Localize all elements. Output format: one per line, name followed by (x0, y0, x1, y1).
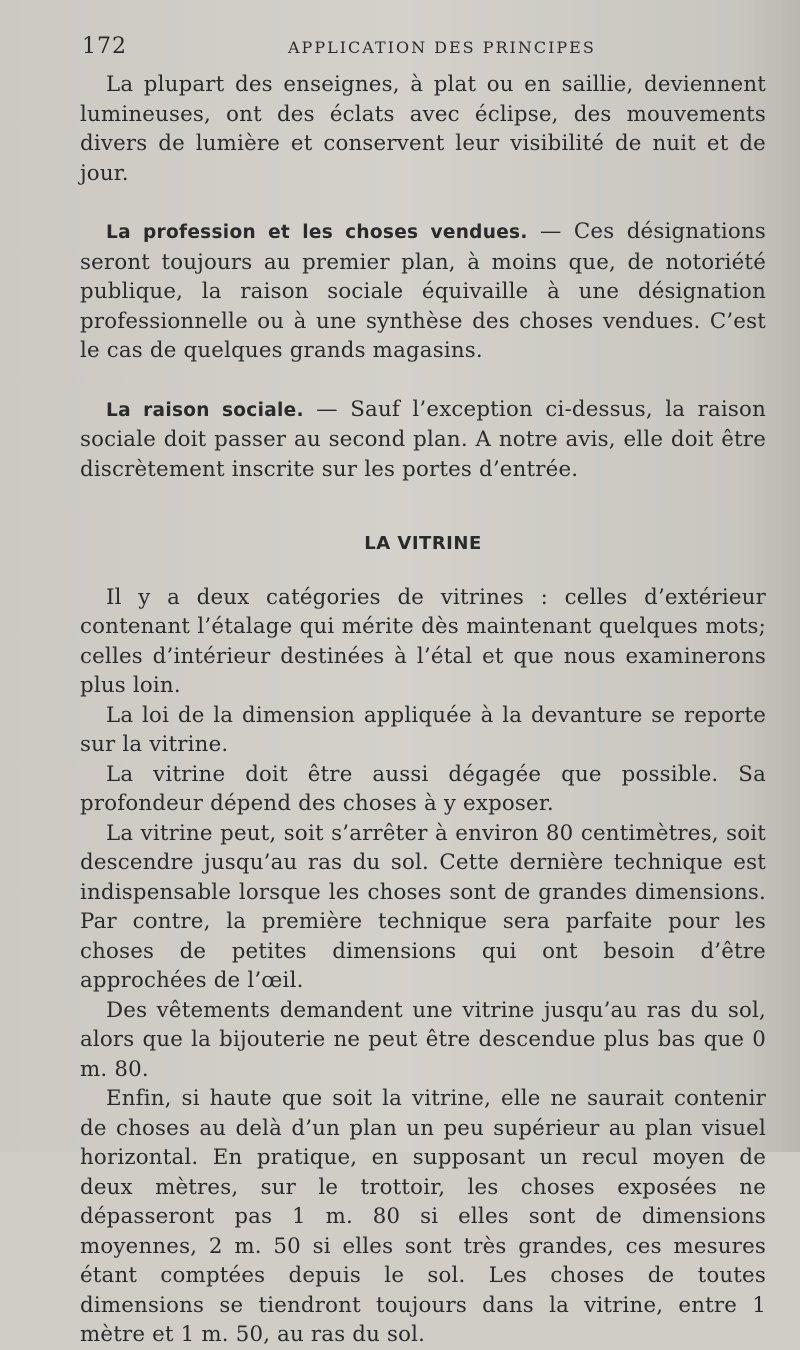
paragraph: La plupart des enseignes, à plat ou en saillie, deviennent lumineuses, ont des éclats avec éclipse, des mouvements divers de lumière et conservent leur visibilité de nuit et de jour. (80, 72, 766, 186)
paragraph-heading: La profession et les choses vendues. (106, 222, 528, 243)
page-number: 172 (82, 34, 127, 59)
paragraph: Des vêtements demandent une vitrine jusqu’au ras du sol, alors que la bijouterie ne peut être descendue plus bas que 0 m. 80. (80, 997, 766, 1082)
page-header (82, 34, 760, 64)
paragraph: La vitrine doit être aussi dégagée que possible. Sa profondeur dépend des choses à y exposer. (80, 761, 766, 816)
paragraph: La loi de la dimension appliquée à la devanture se reporte sur la vitrine. (80, 702, 766, 757)
paragraph-text: — Sauf l’exception ci-dessus, la raison sociale doit passer au second plan. A notre avis, elle doit être discrètement inscrite sur les portes d’entrée. (80, 396, 766, 482)
paragraph: La vitrine peut, soit s’arrêter à environ 80 centimètres, soit descendre jusqu’au ras du sol. Cette dernière technique est indispensable lorsque les choses sont de grandes dimensions. Par contre, la première technique sera parfaite pour les choses de petites dimensions qui ont besoin d’être approchées de l’œil. (80, 820, 766, 993)
paragraph: Il y a deux catégories de vitrines : celles d’extérieur contenant l’étalage qui mérite dès maintenant quelques mots; celles d’intérieur destinées à l’étal et que nous examinerons plus loin. (80, 584, 766, 698)
paragraph (80, 217, 766, 366)
body-text (80, 70, 766, 1350)
section-title: LA VITRINE (364, 533, 482, 554)
paragraph: Enfin, si haute que soit la vitrine, elle ne saurait contenir de choses au delà d’un plan un peu supérieur au plan visuel horizontal. En pratique, en supposant un recul moyen de deux mètres, sur le trottoir, les choses exposées ne dépasseront pas 1 m. 80 si elles sont de dimensions moyennes, 2 m. 50 si elles sont très grandes, ces mesures étant comptées depuis le sol. Les choses de toutes dimensions se tiendront toujours dans la vitrine, entre 1 mètre et 1 m. 50, au ras du sol. (80, 1086, 766, 1347)
paragraph (80, 395, 766, 485)
paragraph-heading: La raison sociale. (106, 399, 304, 421)
running-title: APPLICATION DES PRINCIPES (288, 38, 596, 57)
paragraph-text: — Ces désignations seront toujours au premier plan, à moins que, de notoriété publique, la raison sociale équivaille à une désignation professionnelle ou à une synthèse des choses vendues. C’est le cas de quelques grands magasins. (80, 219, 766, 363)
